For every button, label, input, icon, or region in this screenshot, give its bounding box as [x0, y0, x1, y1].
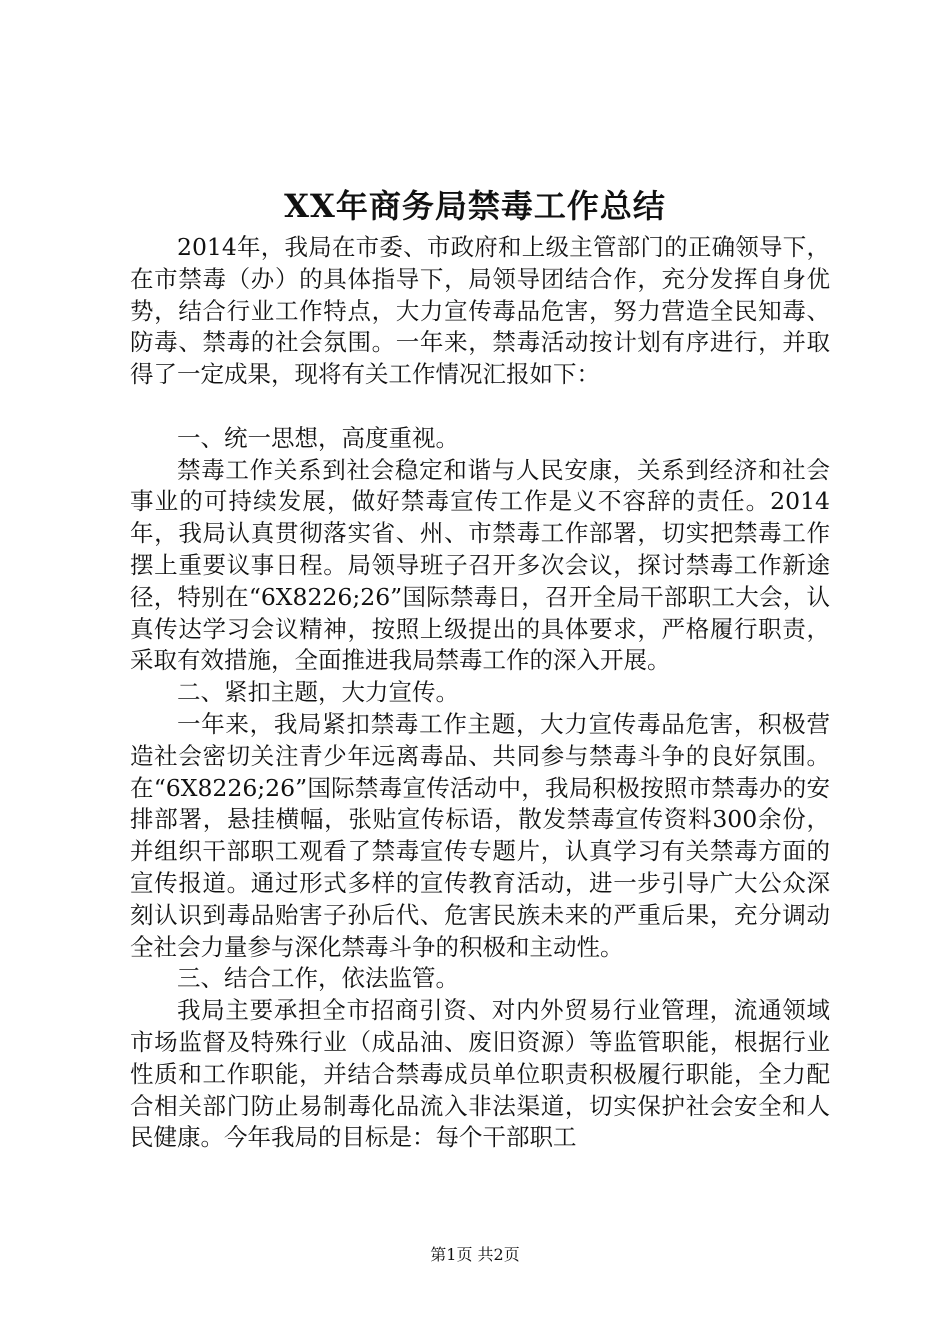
section-heading-2: 二、紧扣主题，大力宣传。: [177, 678, 459, 707]
document-title: XX年商务局禁毒工作总结: [284, 187, 666, 225]
intro-paragraph: 2014年，我局在市委、市政府和上级主管部门的正确领导下，在市禁毒（办）的具体指导下，局领导团结合作，充分发挥自身优势，结合行业工作特点，大力宣传毒品危害，努力营造全民知毒、防毒、禁毒的社会氛围。一年来，禁毒活动按计划有序进行，并取得了一定成果，现将有关工作情况汇报如下：: [130, 233, 830, 389]
section-3-paragraph: 我局主要承担全市招商引资、对内外贸易行业管理，流通领域市场监督及特殊行业（成品油、废旧资源）等监管职能，根据行业性质和工作职能，并结合禁毒成员单位职责积极履行职能，全力配合相关部门防止易制毒化品流入非法渠道，切实保护社会安全和人民健康。今年我局的目标是：每个干部职工: [130, 996, 830, 1152]
section-heading-1: 一、统一思想，高度重视。: [177, 423, 459, 452]
section-2-paragraph: 一年来，我局紧扣禁毒工作主题，大力宣传毒品危害，积极营造社会密切关注青少年远离毒品、共同参与禁毒斗争的良好氛围。在“6X8226;26”国际禁毒宣传活动中，我局积极按照市禁毒办的安排部署，悬挂横幅，张贴宣传标语，散发禁毒宣传资料300余份，并组织干部职工观看了禁毒宣传专题片，认真学习有关禁毒方面的宣传报道。通过形式多样的宣传教育活动，进一步引导广大公众深刻认识到毒品贻害子孙后代、危害民族未来的严重后果，充分调动全社会力量参与深化禁毒斗争的积极和主动性。: [130, 709, 830, 961]
section-1-paragraph: 禁毒工作关系到社会稳定和谐与人民安康，关系到经济和社会事业的可持续发展，做好禁毒宣传工作是义不容辞的责任。2014年，我局认真贯彻落实省、州、市禁毒工作部署，切实把禁毒工作摆上重要议事日程。局领导班子召开多次会议，探讨禁毒工作新途径，特别在“6X8226;26”国际禁毒日，召开全局干部职工大会，认真传达学习会议精神，按照上级提出的具体要求，严格履行职责，采取有效措施，全面推进我局禁毒工作的深入开展。: [130, 455, 830, 675]
document-body: [130, 232, 830, 1154]
page-number-footer: 第1页 共2页: [430, 1245, 520, 1264]
section-heading-3: 三、结合工作，依法监管。: [177, 964, 459, 993]
